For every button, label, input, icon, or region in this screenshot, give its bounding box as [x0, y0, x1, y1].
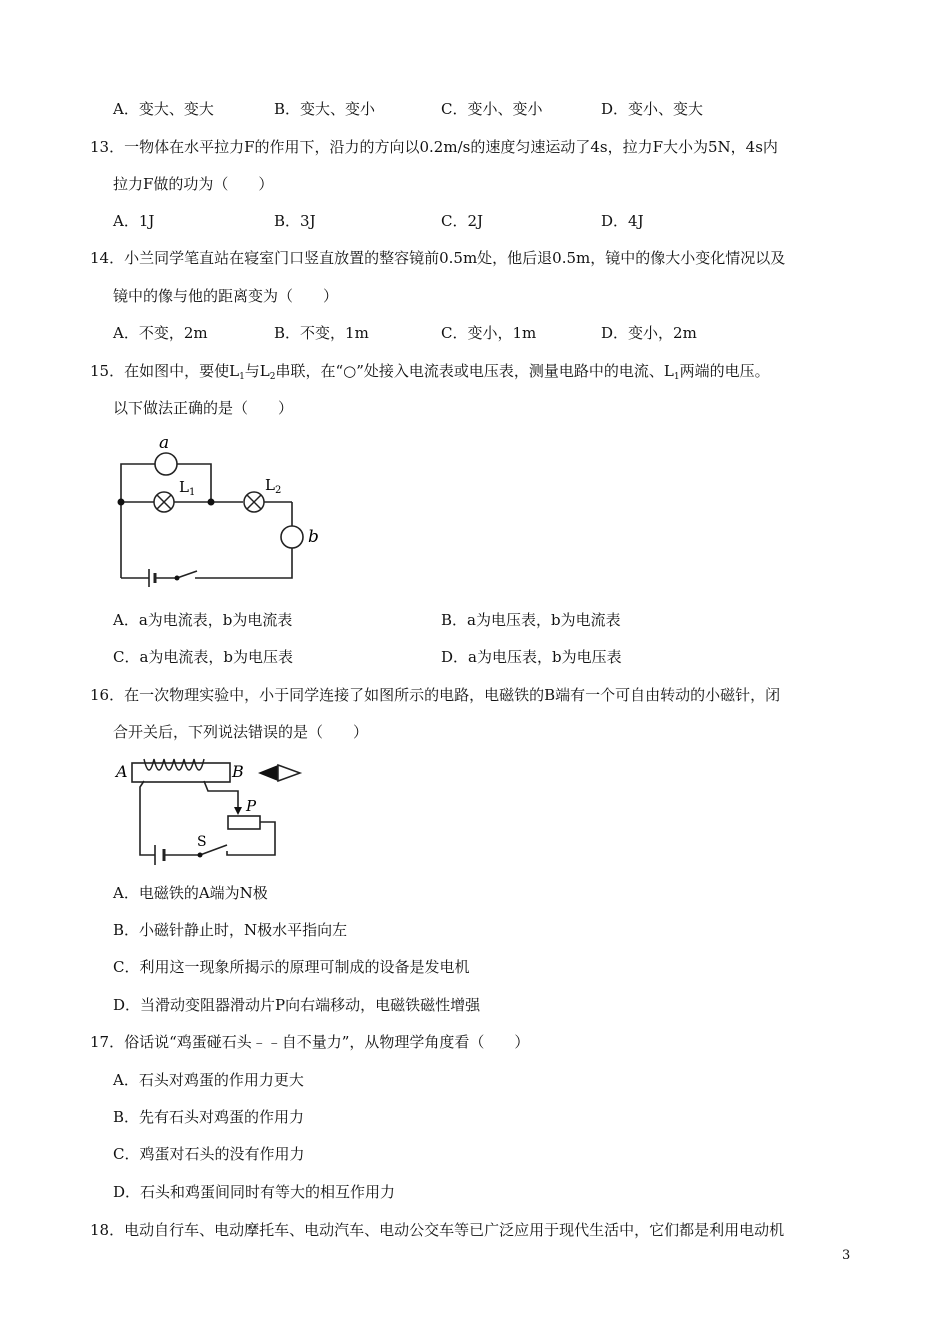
compass-needle-icon — [258, 765, 300, 781]
q17-stem: 17．俗话说“鸡蛋碰石头﹣﹣自不量力”，从物理学角度看（ ） — [90, 1033, 530, 1051]
q17-option-c: C．鸡蛋对石头的没有作用力 — [113, 1145, 305, 1163]
label-end-a: A — [116, 762, 128, 781]
label-end-b: B — [232, 762, 244, 781]
label-a: a — [159, 433, 170, 453]
q17-option-a: A．石头对鸡蛋的作用力更大 — [113, 1071, 304, 1089]
junction-dot — [118, 499, 125, 506]
q14-option-d: D．变小，2m — [601, 324, 697, 342]
q16-stem-line1: 16．在一次物理实验中，小于同学连接了如图所示的电路，电磁铁的B端有一个可自由转动的小磁针，闭 — [90, 686, 781, 704]
q17-option-d: D．石头和鸡蛋间同时有等大的相互作用力 — [113, 1183, 396, 1201]
q14-stem-line1: 14．小兰同学笔直站在寝室门口竖直放置的整容镜前0.5m处，他后退0.5m，镜中的像大小变化情况以及 — [90, 249, 786, 267]
q13-option-c: C．2J — [441, 212, 484, 230]
label-p: P — [246, 797, 257, 815]
label-b: b — [308, 527, 319, 547]
q16-option-c: C．利用这一现象所揭示的原理可制成的设备是发电机 — [113, 958, 470, 976]
meter-b-circle — [281, 526, 303, 548]
q12-option-a: A．变大、变大 — [113, 100, 214, 118]
q14-option-c: C．变小，1m — [441, 324, 537, 342]
label-s: S — [197, 834, 207, 850]
q15-option-b: B．a为电压表，b为电流表 — [441, 611, 621, 629]
q16-electromagnet-circuit — [110, 755, 310, 867]
switch-pivot — [198, 853, 203, 858]
meter-a-circle — [155, 453, 177, 475]
battery-icon — [155, 845, 164, 865]
label-l1: $L_1$ — [179, 478, 196, 498]
lamp-l1-icon — [154, 492, 174, 512]
q14-option-a: A．不变，2m — [113, 324, 208, 342]
q14-option-b: B．不变，1m — [274, 324, 369, 342]
battery-icon — [149, 569, 155, 587]
q13-option-b: B．3J — [274, 212, 316, 230]
q16-option-d: D．当滑动变阻器滑动片P向右端移动，电磁铁磁性增强 — [113, 996, 481, 1014]
junction-dot — [208, 499, 215, 506]
q15-circuit-diagram — [105, 432, 335, 592]
q17-option-b: B．先有石头对鸡蛋的作用力 — [113, 1108, 305, 1126]
label-l2: $L_2$ — [265, 476, 282, 496]
lamp-l2-icon — [244, 492, 264, 512]
q15-option-a: A．a为电流表，b为电流表 — [113, 611, 293, 629]
q12-option-d: D．变小、变大 — [601, 100, 704, 118]
q12-option-c: C．变小、变小 — [441, 100, 543, 118]
slider-arrow-icon — [234, 807, 242, 815]
page-number: 3 — [842, 1248, 851, 1263]
q15-stem-line1: 15．在如图中，要使$L_1$与$L_2$串联，在“○”处接入电流表或电压表，测量电路中的电流、$L_1$两端的电压。 — [90, 362, 770, 382]
q18-stem: 18．电动自行车、电动摩托车、电动汽车、电动公交车等已广泛应用于现代生活中，它们都是利用电动机 — [90, 1221, 785, 1239]
q15-stem-line2: 以下做法正确的是（ ） — [113, 399, 294, 417]
q13-stem-line2: 拉力F做的功为（ ） — [113, 175, 274, 193]
q13-option-a: A．1J — [113, 212, 155, 230]
q16-option-b: B．小磁针静止时，N极水平指向左 — [113, 921, 348, 939]
q12-option-b: B．变大、变小 — [274, 100, 376, 118]
q16-stem-line2: 合开关后，下列说法错误的是（ ） — [113, 723, 369, 741]
q14-stem-line2: 镜中的像与他的距离变为（ ） — [113, 287, 339, 305]
q16-option-a: A．电磁铁的A端为N极 — [113, 884, 268, 902]
q15-option-c: C．a为电流表，b为电压表 — [113, 648, 294, 666]
switch-pivot — [175, 576, 180, 581]
q13-option-d: D．4J — [601, 212, 644, 230]
q15-option-d: D．a为电压表，b为电压表 — [441, 648, 622, 666]
q13-stem-line1: 13．一物体在水平拉力F的作用下，沿力的方向以0.2m/s的速度匀速运动了4s，拉力F大小为5N，4s内 — [90, 138, 778, 156]
